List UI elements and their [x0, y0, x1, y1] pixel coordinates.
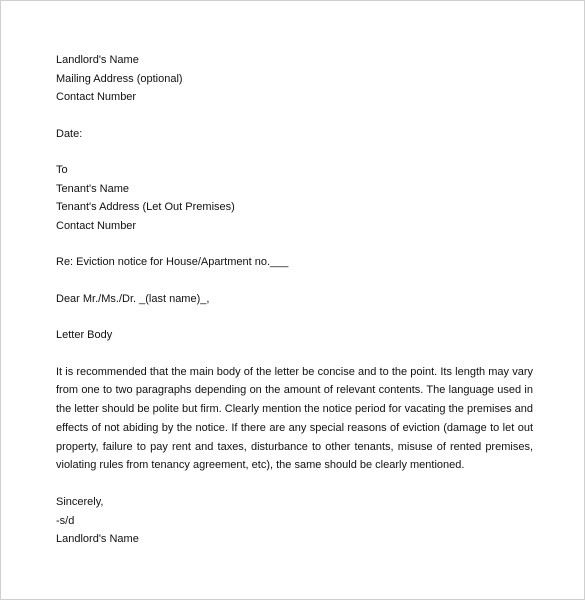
body-paragraph: It is recommended that the main body of the letter be concise and to the point. Its length may vary from one to two paragraphs depending on the amount of relevant contents. The language used in the letter should be polite but firm. Clearly mention the notice period for vacating the premises and effects of not abiding by the notice. If there are any special reasons of eviction (damage to let out property, failure to pay rent and taxes, disturbance to other tenants, misuse of rented premises, violating rules from tenancy agreement, etc), the same should be clearly mentioned. — [56, 365, 533, 472]
date-label: Date: — [56, 127, 83, 140]
spacer — [56, 235, 533, 253]
valediction: Sincerely, — [56, 496, 104, 509]
spacer — [56, 143, 533, 161]
sender-name: Landlord's Name — [56, 54, 139, 66]
salutation: Dear Mr./Ms./Dr. _(last name)_, — [56, 292, 210, 305]
letter — [56, 51, 533, 549]
recipient-contact: Contact Number — [56, 219, 137, 232]
spacer — [56, 345, 533, 363]
sender-contact: Contact Number — [56, 91, 137, 103]
body-heading: Letter Body — [56, 329, 113, 341]
spacer — [56, 107, 533, 125]
sender-address: Mailing Address (optional) — [56, 72, 183, 85]
recipient-to: To — [56, 164, 68, 176]
recipient-address: Tenant's Address (Let Out Premises) — [56, 201, 235, 213]
recipient-name: Tenant's Name — [56, 182, 130, 195]
closing-block — [56, 493, 533, 549]
recipient-block — [56, 161, 533, 235]
subject-line: Re: Eviction notice for House/Apartment no.___ — [56, 256, 289, 268]
spacer — [56, 475, 533, 493]
signature: -s/d — [56, 514, 75, 527]
sender-block — [56, 51, 533, 107]
spacer — [56, 272, 533, 290]
closing-name: Landlord's Name — [56, 533, 139, 546]
spacer — [56, 308, 533, 326]
